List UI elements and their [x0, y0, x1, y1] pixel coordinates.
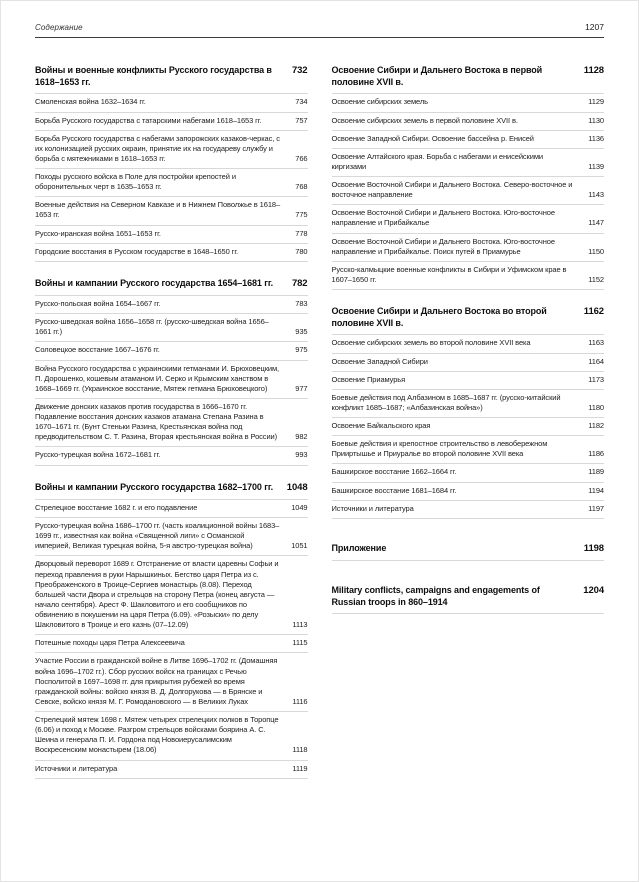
- toc-entry: [332, 149, 605, 177]
- toc-entry-page-number: 1113: [292, 620, 308, 630]
- toc-columns: [35, 62, 604, 779]
- toc-entry-page-number: 1182: [588, 421, 604, 430]
- toc-entry: [35, 653, 308, 712]
- toc-entry: [35, 94, 308, 112]
- toc-entry-page-number: 1180: [588, 402, 604, 412]
- toc-entry-title: Войны и военные конфликты Русского государства в 1618–1653 гг.: [35, 65, 272, 87]
- toc-entry-title: Башкирское восстание 1681–1684 гг.: [331, 485, 457, 495]
- toc-entry-title: Освоение Западной Сибири. Освоение бассейна р. Енисей: [331, 133, 534, 143]
- toc-column-left: [35, 62, 308, 779]
- toc-entry-page-number: 975: [295, 345, 308, 355]
- toc-entry-page-number: 734: [295, 97, 308, 107]
- toc-entry: [35, 197, 308, 225]
- toc-entry-title: Движение донских казаков против государства в 1666–1670 гг. Подавление восстания донских казаков атамана Степана Разина в 1670–1671 гг. (Бунт Стеньки Разина, Крестьянская война под предводительством С. Т. Разина, Вторая крестьянская война в России): [35, 401, 278, 442]
- toc-entry: [35, 635, 308, 653]
- toc-entry-title: Война Русского государства с украинскими гетманами И. Брюховецким, П. Дорошенко, кошевым атаманом И. Серко и Крымским ханством в 1668–1669 гг. (Украинское восстание, Мятеж гетмана Брюховецкого): [35, 363, 280, 393]
- toc-entry-page-number: 1118: [292, 745, 308, 755]
- toc-section-heading: [35, 479, 308, 500]
- toc-entry-title: Русско-турецкая война 1686–1700 гг. (часть коалиционной войны 1683–1699 гг., известная как война «Священной лиги» с Османской империей, Великая турецкая война, 5-я австро-турецкая война): [35, 521, 280, 551]
- toc-entry-title: Освоение Сибири и Дальнего Востока в первой половине XVII в.: [331, 65, 543, 87]
- toc-entry-page-number: 1051: [291, 541, 308, 551]
- toc-entry-page-number: 1204: [583, 585, 604, 597]
- toc-entry-title: Освоение Байкальского края: [331, 421, 431, 430]
- toc-entry-title: Смоленская война 1632–1634 гг.: [35, 97, 146, 107]
- toc-entry: [332, 390, 605, 418]
- toc-entry-title: Освоение сибирских земель во второй половине XVII века: [331, 338, 531, 348]
- toc-section-heading: [35, 62, 308, 94]
- toc-entry: [332, 113, 605, 131]
- toc-entry-title: Военные действия на Северном Кавказе и в Нижнем Поволжье в 1618–1653 гг.: [35, 200, 281, 220]
- toc-entry: [35, 399, 308, 448]
- toc-entry-title: Русско-иранская война 1651–1653 гг.: [35, 228, 161, 238]
- toc-entry: [332, 483, 605, 501]
- toc-entry-page-number: 935: [295, 327, 308, 337]
- running-title: Содержание: [35, 23, 83, 32]
- toc-entry-title: Русско-польская война 1654–1667 гг.: [35, 299, 161, 309]
- toc-entry: [332, 464, 605, 482]
- toc-entry: [35, 314, 308, 342]
- toc-entry-title: Городские восстания в Русском государстве в 1648–1650 гг.: [35, 246, 239, 256]
- toc-entry-page-number: 1197: [588, 503, 604, 513]
- toc-entry: [332, 177, 605, 205]
- toc-entry-title: Освоение Приамурья: [331, 374, 406, 384]
- toc-entry: [332, 262, 605, 290]
- toc-entry-title: Боевые действия и крепостное строительство в левобережном Прииртышье и Приуралье во второй половине XVII века: [331, 439, 548, 459]
- toc-entry-title: Борьба Русского государства с татарскими набегами 1618–1653 гг.: [35, 115, 262, 125]
- toc-entry-title: Дворцовый переворот 1689 г. Отстранение от власти царевны Софьи и переход правления в руки Нарышкиных. Бегство царя Петра из с. Преображенского в Троице-Сергиев монастырь (8.08). Переход большей части Двора и стрельцов на сторону Петра (конец августа — начало сентября). Арест Ф. Шакловитого и его сообщников по обвинению в покушении на царя Петра (6.09). «Розыски» по делу Шакловитого в Троице и его казнь (07–12.09): [35, 559, 279, 630]
- toc-entry-page-number: 1150: [588, 246, 604, 256]
- toc-entry-page-number: 1128: [583, 65, 604, 76]
- toc-entry-title: Войны и кампании Русского государства 1682–1700 гг.: [35, 481, 273, 492]
- toc-entry-page-number: 1119: [292, 763, 308, 773]
- toc-entry: [35, 556, 308, 635]
- toc-entry-title: Приложение: [331, 542, 387, 553]
- toc-entry-title: Борьба Русского государства с набегами запорожских казаков-черкас, с их колонизацией русских окраин, принятие их на государеву службу и борьба с мятежниками в 1618–1653 гг.: [35, 133, 280, 163]
- toc-entry-page-number: 1143: [588, 190, 604, 200]
- toc-entry-title: Русско-калмыцкие военные конфликты в Сибири и Уфимском крае в 1607–1650 гг.: [331, 264, 567, 284]
- toc-entry-page-number: 977: [295, 383, 308, 393]
- toc-entry-page-number: 1129: [588, 97, 604, 107]
- toc-entry: [332, 418, 605, 436]
- toc-entry-page-number: 1194: [588, 485, 604, 495]
- toc-entry-page-number: 768: [295, 182, 308, 192]
- toc-section-heading: [35, 275, 308, 296]
- page-folio-number: 1207: [585, 22, 604, 32]
- toc-entry-title: Источники и литература: [331, 503, 414, 513]
- toc-section-heading: [332, 540, 605, 561]
- toc-entry-title: Освоение Западной Сибири: [331, 356, 428, 366]
- toc-entry-page-number: 1049: [291, 502, 308, 512]
- toc-entry-title: Башкирское восстание 1662–1664 гг.: [331, 467, 457, 477]
- toc-entry: [35, 113, 308, 131]
- toc-entry: [35, 226, 308, 244]
- toc-entry-page-number: 775: [295, 210, 308, 220]
- toc-entry-page-number: 1186: [588, 449, 604, 459]
- toc-entry-page-number: 1116: [292, 696, 308, 706]
- toc-entry: [332, 501, 605, 519]
- toc-entry: [332, 335, 605, 353]
- toc-entry-title: Стрелецкий мятеж 1698 г. Мятеж четырех стрелецких полков в Торопце (6.06) и поход к Москве. Разгром стрельцов войсками боярина А. С. Шеина и генерала П. И. Гордона под Новоиерусалимским Воскресенским монастырем (18.06): [35, 715, 279, 755]
- toc-section-heading: [332, 582, 605, 614]
- toc-entry-page-number: 1139: [588, 161, 604, 171]
- toc-entry-title: Освоение Восточной Сибири и Дальнего Востока. Северо-восточное и восточное направление: [331, 180, 573, 200]
- toc-entry-title: Освоение Восточной Сибири и Дальнего Востока. Юго-восточное направление и Прибайкалье. Поиск путей в Приамурье: [331, 236, 555, 256]
- toc-entry-page-number: 982: [295, 432, 308, 442]
- toc-entry: [35, 342, 308, 360]
- toc-entry-title: Участие России в гражданской войне в Литве 1696–1702 гг. (Домашняя война 1696–1702 гг.). Сбор русских войск на границах с Речью Посполитой в 1697–1698 гг. для прикрытия рубежей во время гражданской войны: войско князя В. Д. Долгорукова — в Брянске и Севске, войско князя М. Г. Ромодановского — в Великих Луках: [35, 656, 278, 706]
- toc-entry-title: Русско-турецкая война 1672–1681 гг.: [35, 450, 161, 460]
- toc-entry-page-number: 1162: [583, 306, 604, 317]
- toc-entry-title: Освоение Алтайского края. Борьба с набегами и енисейскими киргизами: [331, 151, 543, 171]
- toc-entry: [35, 131, 308, 169]
- toc-entry-page-number: 782: [291, 277, 308, 289]
- toc-entry-title: Потешные походы царя Петра Алексеевича: [35, 638, 185, 648]
- toc-entry: [35, 447, 308, 465]
- toc-entry-page-number: 778: [295, 228, 308, 238]
- toc-entry: [35, 296, 308, 314]
- toc-entry-page-number: 757: [295, 115, 308, 125]
- toc-entry-page-number: 1163: [588, 338, 604, 348]
- toc-entry-page-number: 1048: [286, 481, 308, 493]
- toc-entry-page-number: 1164: [588, 356, 604, 366]
- toc-entry-title: Русско-шведская война 1656–1658 гг. (русско-шведская война 1656–1661 гг.): [35, 317, 269, 337]
- toc-entry-title: Освоение сибирских земель в первой половине XVII в.: [331, 115, 518, 125]
- toc-entry: [332, 372, 605, 390]
- toc-entry-page-number: 1198: [583, 542, 604, 554]
- toc-entry: [35, 518, 308, 556]
- toc-entry: [332, 94, 605, 112]
- toc-entry: [35, 500, 308, 518]
- toc-entry-page-number: 1173: [588, 374, 604, 384]
- toc-entry-page-number: 1136: [588, 133, 604, 143]
- toc-entry-page-number: 1115: [292, 638, 308, 648]
- toc-entry-title: Источники и литература: [35, 763, 118, 773]
- toc-entry-title: Боевые действия под Албазином в 1685–1687 гг. (русско-китайский конфликт 1685–1687; «Албазинская война»): [331, 392, 561, 412]
- toc-entry: [35, 361, 308, 399]
- toc-section-heading: [332, 303, 605, 335]
- page-header: [35, 22, 604, 38]
- toc-entry-title: Military conflicts, campaigns and engagements of Russian troops in 860–1914: [331, 585, 540, 607]
- toc-entry: [332, 436, 605, 464]
- toc-entry-title: Освоение сибирских земель: [331, 97, 428, 107]
- toc-column-right: [332, 62, 605, 779]
- toc-entry-page-number: 732: [291, 65, 308, 76]
- toc-entry: [35, 169, 308, 197]
- toc-entry: [35, 761, 308, 779]
- toc-entry: [332, 234, 605, 262]
- toc-entry-page-number: 783: [295, 299, 308, 309]
- toc-entry: [332, 354, 605, 372]
- toc-entry-page-number: 780: [295, 246, 308, 256]
- toc-section-heading: [332, 62, 605, 94]
- toc-entry-page-number: 1152: [588, 274, 604, 284]
- toc-entry-title: Соловецкое восстание 1667–1676 гг.: [35, 345, 160, 355]
- toc-entry-title: Войны и кампании Русского государства 1654–1681 гг.: [35, 277, 273, 288]
- toc-entry-title: Стрелецкое восстание 1682 г. и его подавление: [35, 502, 198, 512]
- toc-entry: [35, 244, 308, 262]
- toc-entry-title: Освоение Сибири и Дальнего Востока во второй половине XVII в.: [331, 306, 547, 328]
- toc-entry-title: Походы русского войска в Поле для постройки крепостей и оборонительных черт в 1635–1653 гг.: [35, 172, 236, 192]
- toc-entry-title: Освоение Восточной Сибири и Дальнего Востока. Юго-восточное направление и Прибайкалье: [331, 208, 555, 228]
- toc-entry: [332, 205, 605, 233]
- toc-entry-page-number: 993: [295, 450, 308, 460]
- toc-entry-page-number: 766: [295, 153, 308, 163]
- toc-entry-page-number: 1130: [588, 115, 604, 125]
- toc-entry-page-number: 1189: [588, 467, 604, 477]
- toc-entry: [332, 131, 605, 149]
- toc-entry-page-number: 1147: [588, 218, 604, 228]
- toc-entry: [35, 712, 308, 761]
